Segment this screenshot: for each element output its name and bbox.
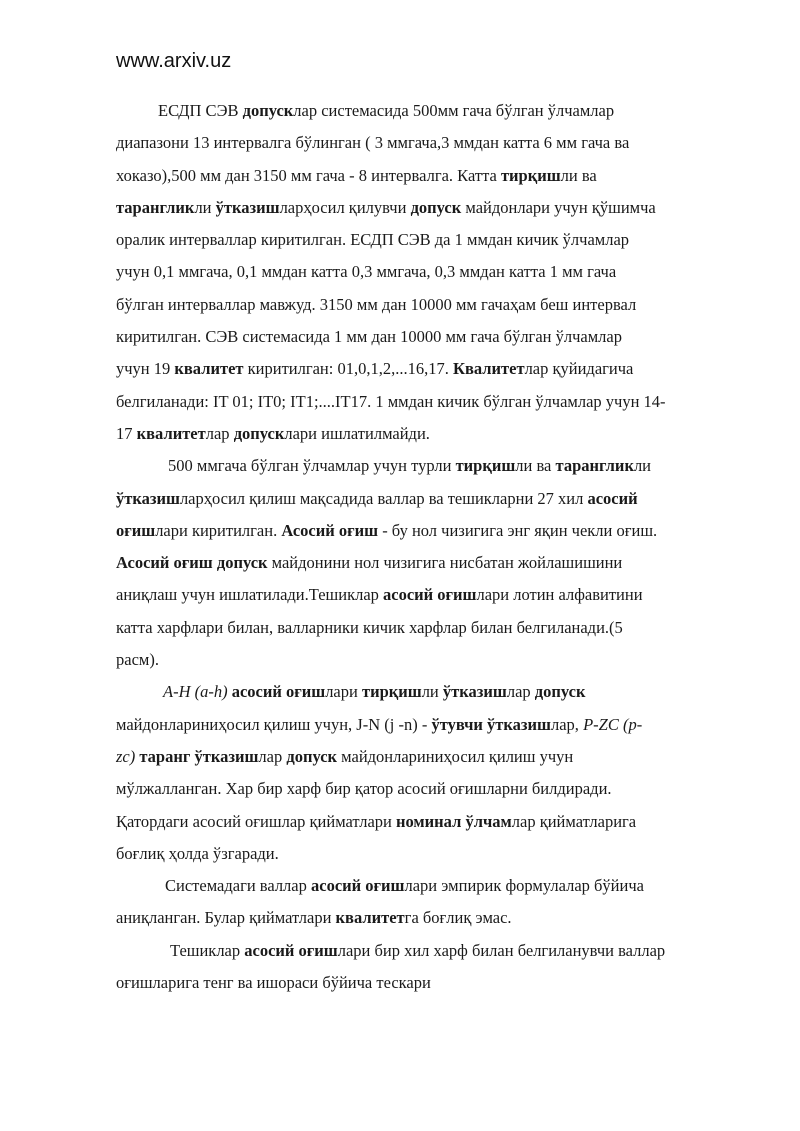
text-run: ларҳосил қилувчи	[279, 197, 411, 217]
text-line	[116, 386, 744, 418]
text-run: лар қуйидагича	[524, 359, 634, 379]
text-run: ЕСДП СЭВ	[158, 101, 243, 120]
text-run: Тешиклар	[170, 940, 245, 960]
bold-term: допуск	[242, 101, 294, 120]
text-run: аниқлаш учун ишлатилади.Тешиклар	[116, 585, 384, 605]
site-url: www.arxiv.uz	[116, 50, 232, 72]
bold-term: асосий оғиш	[244, 940, 338, 960]
text-line	[116, 450, 744, 482]
text-line	[116, 773, 744, 805]
text-run: лар	[258, 746, 287, 766]
text-run: лар	[506, 682, 535, 702]
text-run: киритилган. СЭВ системасида 1 мм дан 10000 мм гача бўлган ўлчамлар	[116, 327, 622, 347]
text-line	[116, 547, 744, 579]
bold-term: Асосий оғиш допуск	[116, 553, 268, 573]
bold-term: к	[184, 197, 195, 217]
bold-term: асосий оғиш	[231, 682, 326, 702]
text-run: расм).	[116, 650, 159, 670]
text-line	[116, 967, 744, 999]
bold-term: допуск	[233, 423, 285, 443]
text-run: лар	[205, 423, 234, 443]
text-run: хоказо),500 мм дан 3150 мм гача - 8 интервалга. Катта	[116, 165, 501, 185]
bold-term: допуск	[534, 682, 586, 702]
text-run: боғлиқ ҳолда ўзгаради.	[116, 843, 279, 863]
text-run: майдонлариниҳосил қилиш учун, J-N (j -n) -	[116, 714, 432, 734]
bold-term: допуск	[286, 746, 338, 766]
text-run: ли ва	[560, 165, 597, 185]
text-run: Системадаги валлар	[165, 876, 311, 896]
bold-term: тарангли	[555, 456, 625, 476]
bold-term: ўтказиш	[215, 197, 280, 217]
text-run: ли	[633, 456, 652, 476]
text-run: га боғлиқ эмас.	[404, 908, 512, 928]
text-line	[116, 192, 744, 224]
text-line	[116, 95, 744, 127]
bold-term: номинал ўлчам	[395, 811, 512, 831]
text-line	[116, 870, 744, 902]
bold-term: асосий оғиш	[311, 876, 405, 896]
text-line	[116, 289, 744, 321]
text-line	[116, 515, 744, 547]
bold-term: тирқиш	[455, 456, 516, 476]
text-run: лари ишлатилмайди.	[284, 423, 430, 443]
text-line	[116, 741, 744, 773]
text-line	[116, 902, 744, 934]
text-line	[116, 224, 744, 256]
text-run: аниқланган. Булар қийматлари	[116, 908, 336, 928]
text-line	[116, 160, 744, 192]
text-run: ларҳосил қилиш мақсадида валлар ва тешикларни 27 хил	[179, 488, 588, 508]
text-run: белгиланади: IT 01; IT0; IT1;....IT17. 1 ммдан кичик бўлган ўлчамлар учун 14-	[116, 391, 666, 411]
text-run: майдонини нол чизигига нисбатан жойлашишини	[267, 553, 623, 573]
text-run: ли	[194, 197, 216, 217]
bold-term: Асосий оғиш	[281, 520, 379, 540]
text-run: майдонлариниҳосил қилиш учун	[337, 746, 574, 766]
bold-term: квалитет	[136, 423, 206, 443]
text-line	[116, 644, 744, 676]
bold-term: ўтказиш	[116, 488, 180, 508]
text-run: оралик интерваллар киритилган. ЕСДП СЭВ да 1 ммдан кичик ўлчамлар	[116, 230, 630, 250]
text-run: диапазони 13 интервалга бўлинган ( 3 ммгача,3 ммдан катта 6 мм гача ва	[116, 133, 630, 153]
text-run: ли ва	[515, 456, 556, 476]
text-run: мўлжалланган. Хар бир харф бир қатор асосий оғишларни билдиради.	[116, 779, 612, 799]
bold-term: ўтувчи ўтказиш	[431, 714, 551, 734]
text-line	[116, 935, 744, 967]
text-run: оғишларига тенг ва ишораси бўйича тескари	[116, 973, 431, 993]
bold-term: допуск	[410, 197, 462, 217]
text-run: ли	[421, 682, 443, 702]
text-run: Қатордаги асосий оғишлар қийматлари	[116, 811, 396, 831]
bold-term: асосий	[587, 488, 638, 508]
paragraph	[116, 95, 744, 450]
paragraph	[116, 870, 744, 935]
bold-term: таранг ўтказиш	[139, 746, 259, 766]
text-line	[116, 256, 744, 288]
text-run: лар,	[551, 714, 584, 734]
bold-term: тарангли	[116, 197, 185, 217]
text-run: 17	[116, 423, 137, 443]
text-run: лари киритилган.	[155, 520, 282, 540]
text-line	[116, 676, 744, 708]
text-line	[116, 612, 744, 644]
text-run: 500 ммгача бўлган ўлчамлар учун турли	[168, 456, 456, 476]
text-line	[116, 127, 744, 159]
text-line	[116, 321, 744, 353]
paragraph	[116, 450, 744, 676]
text-run: майдонлари учун қўшимча	[461, 197, 656, 217]
text-line	[116, 418, 744, 450]
text-run: лари	[325, 682, 362, 702]
text-run: лари бир хил харф билан белгиланувчи валлар	[337, 940, 666, 960]
text-line	[116, 709, 744, 741]
italic-term: P-ZC (p-	[583, 714, 643, 734]
text-line	[116, 483, 744, 515]
text-line	[116, 806, 744, 838]
text-run: лар қийматларига	[511, 811, 637, 831]
bold-term: квалитет	[335, 908, 405, 928]
text-run: - бу нол чизигига энг яқин чекли оғиш.	[378, 520, 658, 540]
italic-term: zc)	[116, 746, 136, 766]
bold-term: тирқиш	[500, 165, 561, 185]
paragraph	[116, 935, 744, 1000]
bold-term: тирқиш	[361, 682, 422, 702]
bold-term: к	[624, 456, 634, 476]
bold-term: асосий оғиш	[383, 585, 477, 605]
paragraph	[116, 676, 744, 870]
text-run: лар системасида 500мм гача бўлган ўлчамлар	[293, 101, 615, 120]
document-body	[116, 95, 744, 999]
italic-term: A-H (a-h)	[163, 682, 228, 702]
text-run: лари эмпирик формулалар бўйича	[404, 876, 644, 896]
text-line	[116, 838, 744, 870]
text-run: учун 19	[116, 359, 175, 379]
text-run: бўлган интерваллар мавжуд. 3150 мм дан 10000 мм гачаҳам беш интервал	[116, 294, 637, 314]
bold-term: Квалитет	[452, 359, 525, 379]
text-run: катта харфлари билан, валларники кичик харфлар билан белгиланади.(5	[116, 617, 623, 637]
bold-term: ўтказиш	[442, 682, 507, 702]
bold-term: квалитет	[174, 359, 244, 379]
text-run: учун 0,1 ммгача, 0,1 ммдан катта 0,3 ммгача, 0,3 ммдан катта 1 мм гача	[116, 262, 617, 282]
text-line	[116, 353, 744, 385]
text-run: киритилган: 01,0,1,2,...16,17.	[243, 359, 453, 379]
text-run: лари лотин алфавитини	[476, 585, 643, 605]
text-line	[116, 579, 744, 611]
bold-term: оғиш	[116, 520, 156, 540]
